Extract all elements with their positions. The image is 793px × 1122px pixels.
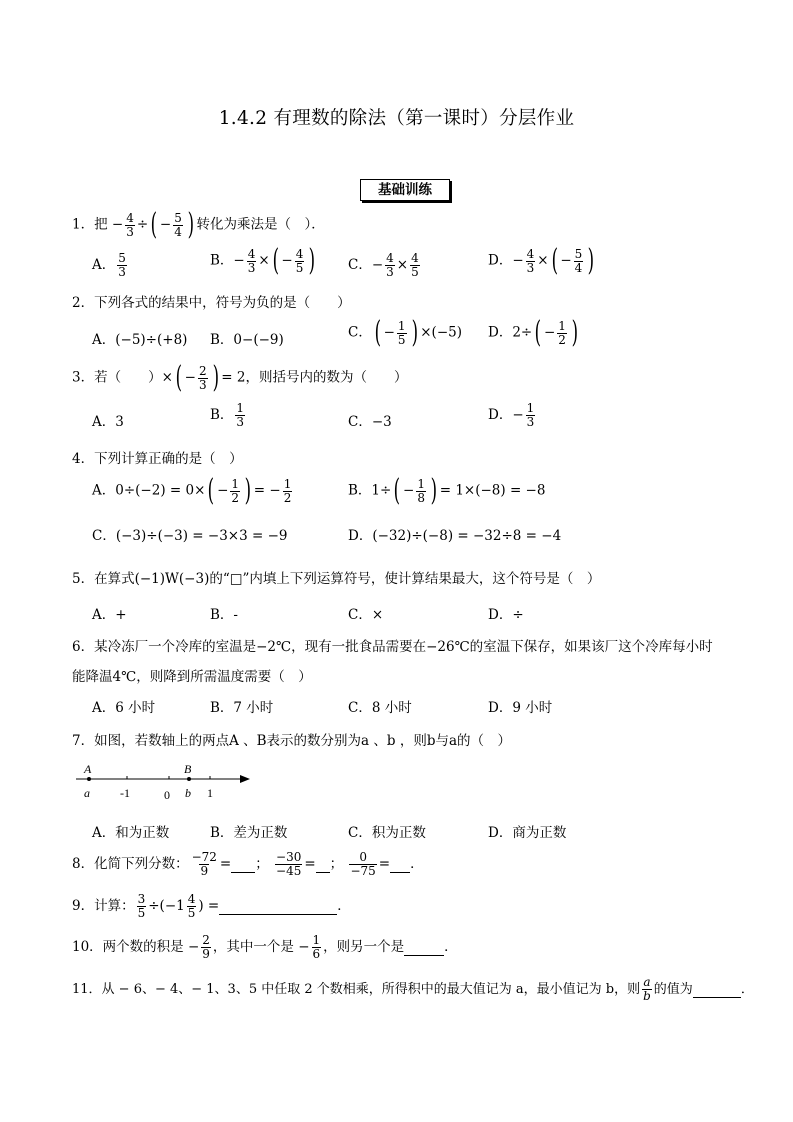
question-5-stem: 5．在算式(−1)W(−3)的“□”内填上下列运算符号，使计算结果最大，这个符号是（ ） xyxy=(72,571,601,587)
q7-option-a: A．和为正数 xyxy=(92,825,170,841)
q1-option-d: D．− $\frac{4}{3}$ ×( − $\frac{5}{4}$ ) xyxy=(488,243,595,278)
question-6-line-1: 6．某冷冻厂一个冷库的室温是−2℃，现有一批食品需要在−26℃的室温下保存，如果该厂这个冷库每小时 xyxy=(72,639,713,655)
blank-9[interactable] xyxy=(219,898,337,915)
q5-option-d: D．÷ xyxy=(488,607,524,623)
label-one: 1 xyxy=(207,786,213,800)
q4-option-a: A．0÷(−2) = 0×( − $\frac{1}{2}$ ) = − $\frac{1}{2}$ xyxy=(92,473,292,508)
q2-option-d: D．2÷( − $\frac{1}{2}$ ) xyxy=(488,315,578,350)
q3-option-c: C．−3 xyxy=(348,414,392,430)
blank-8-3[interactable] xyxy=(390,856,410,873)
question-6-line-2: 能降温4℃，则降到所需温度需要（ ） xyxy=(72,669,312,685)
page-title: 1.4.2 有理数的除法（第一课时）分层作业 xyxy=(218,108,575,129)
question-9: 9．计算： $\frac{3}{5}$ ÷(−1 $\frac{4}{5}$ ) = ． xyxy=(72,892,351,920)
question-8: 8．化简下列分数： $\frac{-72}{9}$ = ； $\frac{-30}{-45}$ = ； $\frac{0}{-75}$ = ． xyxy=(72,850,424,878)
q6-option-a: A．6 小时 xyxy=(92,700,156,716)
question-3-stem: 3．若（ ）×( − $\frac{2}{3}$ ) = 2，则括号内的数为（ ） xyxy=(72,360,408,395)
q6-option-b: B．7 小时 xyxy=(210,700,274,716)
q3-option-a: A．3 xyxy=(92,414,124,430)
question-7-stem: 7．如图，若数轴上的两点A 、B表示的数分别为a 、b ，则b与a的（ ） xyxy=(72,733,512,749)
label-minus-one: -1 xyxy=(120,786,130,800)
q7-option-d: D．商为正数 xyxy=(488,825,567,841)
blank-10[interactable] xyxy=(404,939,444,956)
q2-option-a: A．(−5)÷(+8) xyxy=(92,332,188,348)
q6-option-c: C．8 小时 xyxy=(348,700,412,716)
label-B: B xyxy=(184,762,192,776)
point-b xyxy=(187,777,191,781)
question-10: 10．两个数的积是 − $\frac{2}{9}$ ，其中一个是 − $\frac{1}{6}$ ，则另一个是 ． xyxy=(72,933,458,961)
q1-option-b: B．− $\frac{4}{3}$ ×( − $\frac{4}{5}$ ) xyxy=(210,243,316,278)
blank-8-1[interactable] xyxy=(231,856,255,873)
q4-option-d: D．(−32)÷(−8) = −32÷8 = −4 xyxy=(348,528,562,544)
q4-option-b: B．1÷( − $\frac{1}{8}$ ) = 1×(−8) = −8 xyxy=(348,473,546,508)
label-A: A xyxy=(84,762,92,776)
q3-option-b: B． $\frac{1}{3}$ xyxy=(210,401,245,429)
question-11: 11．从 − 6、− 4、− 1、3、5 中任取 2 个数相乘，所得积中的最大值记为 a，最小值记为 b，则 $\frac{a}{b}$ 的值为 ． xyxy=(72,975,754,1003)
point-a xyxy=(87,777,91,781)
blank-11[interactable] xyxy=(693,982,741,998)
label-b: b xyxy=(185,786,191,800)
q2-option-b: B．0−(−9) xyxy=(210,332,284,348)
question-2-stem: 2．下列各式的结果中，符号为负的是（ ） xyxy=(72,295,351,311)
arrow-right-icon xyxy=(240,775,250,783)
q4-option-c: C．(−3)÷(−3) = −3×3 = −9 xyxy=(92,528,288,544)
q5-option-a: A．+ xyxy=(92,607,127,623)
question-4-stem: 4．下列计算正确的是（ ） xyxy=(72,451,243,467)
number-line-figure xyxy=(72,758,262,804)
q6-option-d: D．9 小时 xyxy=(488,700,553,716)
label-a: a xyxy=(84,786,90,800)
q7-option-b: B．差为正数 xyxy=(210,825,288,841)
q5-option-b: B．- xyxy=(210,607,238,623)
q5-option-c: C．× xyxy=(348,607,384,623)
label-zero: 0 xyxy=(164,788,170,802)
q7-option-c: C．积为正数 xyxy=(348,825,426,841)
section-label: 基础训练 xyxy=(360,179,450,201)
q3-option-d: D．− $\frac{1}{3}$ xyxy=(488,401,535,429)
question-1-stem: 1．把 − $\frac{4}{3}$ ÷( − $\frac{5}{4}$ ) 转化为乘法是（ ）． xyxy=(72,207,325,242)
blank-8-2[interactable] xyxy=(316,856,330,873)
q1-option-c: C．− $\frac{4}{3}$ × $\frac{4}{5}$ xyxy=(348,251,419,279)
q2-option-c: C．( − $\frac{1}{5}$ ) ×(−5) xyxy=(348,315,462,350)
q1-option-a: A． $\frac{5}{3}$ xyxy=(92,251,126,279)
